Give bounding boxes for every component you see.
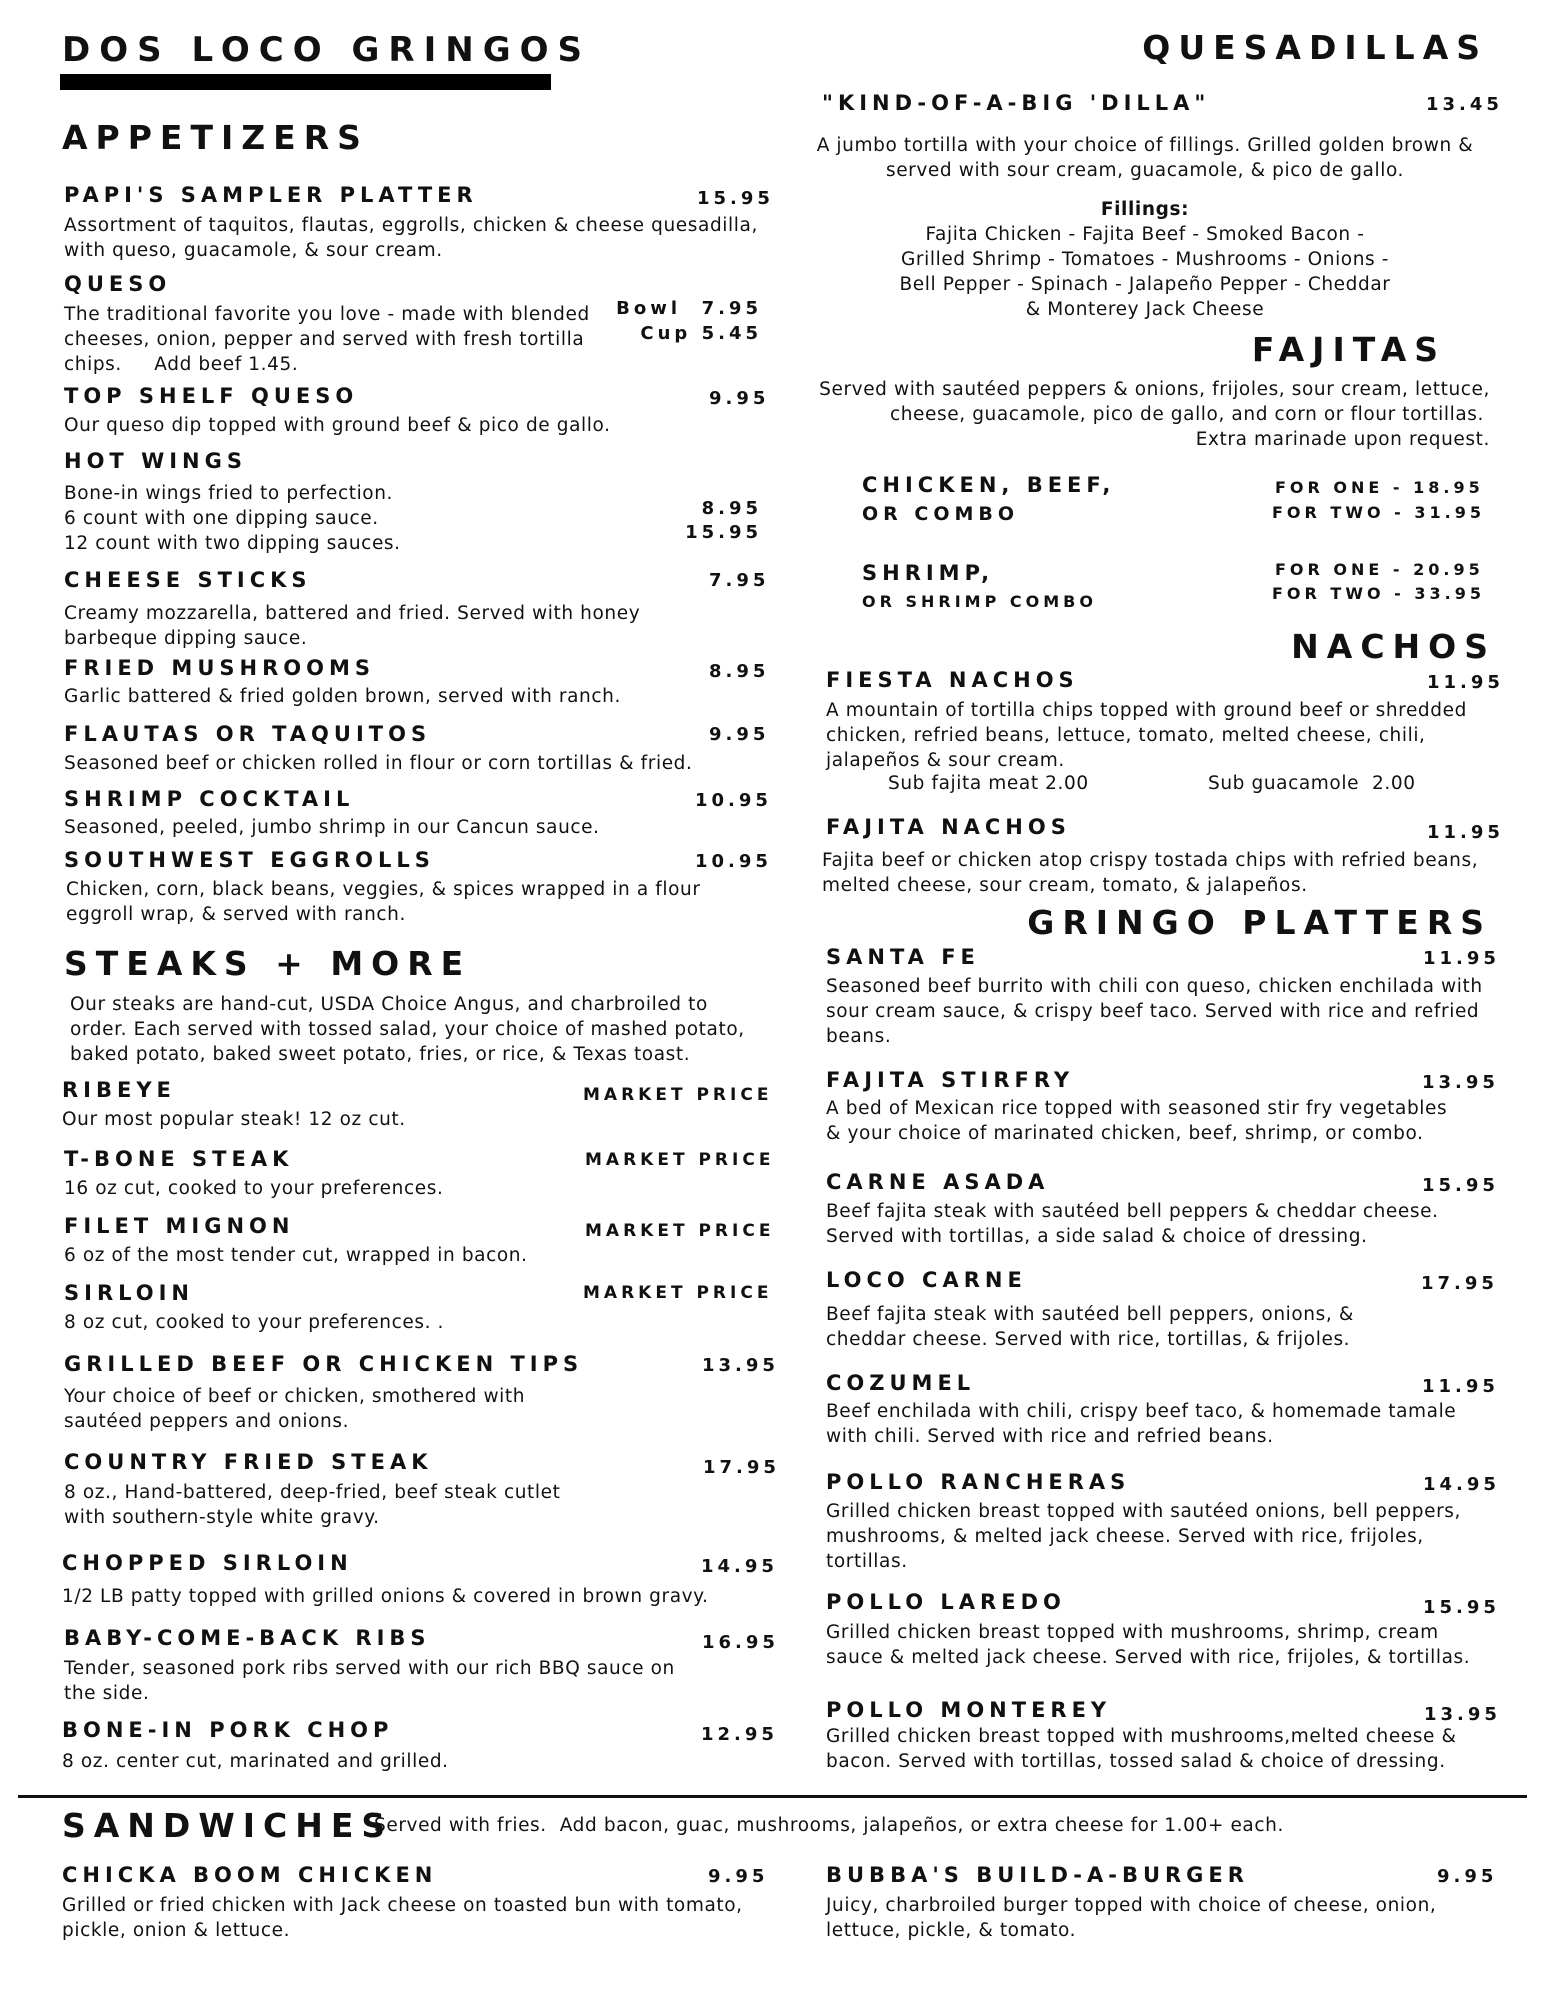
item-name: "KIND-OF-A-BIG 'DILLA" (822, 91, 1211, 115)
platters-heading: GRINGO PLATTERS (1027, 903, 1492, 942)
fajita-option-name: OR SHRIMP COMBO (862, 592, 1097, 611)
item-desc: Grilled chicken breast topped with sautéed onions, bell peppers, (826, 1501, 1462, 1522)
fajitas-desc: cheese, guacamole, pico de gallo, and corn or flour tortillas. (889, 404, 1484, 425)
item-price: MARKET PRICE (585, 1221, 775, 1241)
item-name: TOP SHELF QUESO (64, 384, 359, 408)
item-name: POLLO MONTEREY (826, 1698, 1112, 1722)
item-price: 14.95 (701, 1556, 778, 1577)
sandwiches-note: Served with fries. Add bacon, guac, mushrooms, jalapeños, or extra cheese for 1.00+ each. (374, 1815, 1284, 1836)
item-desc: served with sour cream, guacamole, & pico de gallo. (885, 160, 1405, 181)
item-desc: cheeses, onion, pepper and served with fresh tortilla (64, 329, 585, 350)
item-desc: 8 oz cut, cooked to your preferences. . (64, 1312, 445, 1333)
item-name: GRILLED BEEF OR CHICKEN TIPS (64, 1352, 584, 1376)
item-desc: The traditional favorite you love - made with blended (64, 304, 590, 325)
item-price: 8.95 (709, 661, 770, 682)
item-name: COZUMEL (826, 1371, 976, 1395)
item-price: MARKET PRICE (585, 1150, 775, 1170)
item-price: 9.95 (709, 724, 770, 745)
item-desc: the side. (64, 1683, 150, 1704)
item-price: 15.95 (697, 188, 774, 209)
item-price: 15.95 (1422, 1175, 1499, 1196)
item-name: FAJITA NACHOS (826, 815, 1071, 839)
item-desc: Juicy, charbroiled burger topped with choice of cheese, onion, (826, 1895, 1437, 1916)
item-desc: Seasoned beef burrito with chili con queso, chicken enchilada with (826, 976, 1483, 997)
fajita-option-price: FOR TWO - 31.95 (1272, 503, 1485, 522)
item-desc: chicken, refried beans, lettuce, tomato, melted cheese, chili, (826, 725, 1426, 746)
item-desc: Tender, seasoned pork ribs served with our rich BBQ sauce on (64, 1658, 675, 1679)
item-desc: Our most popular steak! 12 oz cut. (62, 1109, 406, 1130)
quesadillas-heading: QUESADILLAS (1142, 28, 1488, 67)
item-price: 11.95 (1427, 672, 1504, 693)
item-desc: barbeque dipping sauce. (64, 628, 308, 649)
item-desc: A jumbo tortilla with your choice of fillings. Grilled golden brown & (816, 135, 1474, 156)
item-desc: 1/2 LB patty topped with grilled onions & covered in brown gravy. (62, 1586, 709, 1607)
item-desc: with chili. Served with rice and refried beans. (826, 1426, 1274, 1447)
nachos-sub-option: Sub fajita meat 2.00 (888, 773, 1089, 794)
item-price: 9.95 (708, 1866, 769, 1887)
item-desc: cheddar cheese. Served with rice, tortillas, & frijoles. (826, 1329, 1351, 1350)
item-desc: Your choice of beef or chicken, smothered with (64, 1386, 526, 1407)
item-price: MARKET PRICE (583, 1283, 773, 1303)
item-price: 13.95 (1422, 1072, 1499, 1093)
fillings-list: & Monterey Jack Cheese (1025, 299, 1265, 320)
fajita-option-price: FOR ONE - 18.95 (1275, 478, 1484, 497)
item-desc: Creamy mozzarella, battered and fried. Served with honey (64, 603, 641, 624)
fajita-option-price: FOR ONE - 20.95 (1275, 560, 1484, 579)
fajitas-desc: Served with sautéed peppers & onions, frijoles, sour cream, lettuce, (819, 379, 1490, 400)
fillings-label: Fillings: (1100, 199, 1190, 220)
item-name: POLLO RANCHERAS (826, 1470, 1131, 1494)
item-price: 13.95 (702, 1355, 779, 1376)
item-name: FAJITA STIRFRY (826, 1068, 1075, 1092)
item-desc: 12 count with two dipping sauces. (64, 533, 401, 554)
nachos-sub-option: Sub guacamole 2.00 (1208, 773, 1416, 794)
item-desc: lettuce, pickle, & tomato. (826, 1920, 1077, 1941)
item-desc: & your choice of marinated chicken, beef, shrimp, or combo. (826, 1123, 1424, 1144)
item-desc: jalapeños & sour cream. (826, 750, 1065, 771)
item-price: 16.95 (702, 1632, 779, 1653)
item-name: CHOPPED SIRLOIN (62, 1551, 353, 1575)
item-name: FLAUTAS OR TAQUITOS (64, 722, 432, 746)
item-name: COUNTRY FRIED STEAK (64, 1450, 433, 1474)
item-desc: sour cream sauce, & crispy beef taco. Served with rice and refried (826, 1001, 1480, 1022)
item-price: 11.95 (1427, 822, 1504, 843)
item-desc: sauce & melted jack cheese. Served with rice, frijoles, & tortillas. (826, 1647, 1471, 1668)
item-desc: Our queso dip topped with ground beef & pico de gallo. (64, 415, 611, 436)
item-name: POLLO LAREDO (826, 1590, 1066, 1614)
steaks-heading: STEAKS + MORE (64, 944, 472, 983)
fajita-option-price: FOR TWO - 33.95 (1272, 584, 1485, 603)
item-price: 17.95 (1421, 1273, 1498, 1294)
fajitas-heading: FAJITAS (1251, 330, 1446, 369)
item-name: FILET MIGNON (64, 1214, 295, 1238)
fillings-list: Bell Pepper - Spinach - Jalapeño Pepper - Cheddar (899, 274, 1391, 295)
item-name: FRIED MUSHROOMS (64, 656, 375, 680)
item-desc: 16 oz cut, cooked to your preferences. (64, 1178, 444, 1199)
item-price: 11.95 (1423, 948, 1500, 969)
item-desc: melted cheese, sour cream, tomato, & jalapeños. (822, 875, 1308, 896)
item-name: RIBEYE (62, 1078, 176, 1102)
item-price: 12.95 (701, 1724, 778, 1745)
item-desc: Seasoned beef or chicken rolled in flour or corn tortillas & fried. (64, 753, 693, 774)
item-name: QUESO (64, 272, 172, 296)
item-name: LOCO CARNE (826, 1268, 1027, 1292)
item-name: SIRLOIN (64, 1281, 194, 1305)
fajitas-desc: Extra marinade upon request. (1195, 429, 1490, 450)
item-price: Bowl 7.95 (616, 298, 762, 319)
fajita-option-name: SHRIMP, (862, 561, 995, 585)
steaks-intro: Our steaks are hand-cut, USDA Choice Angus, and charbroiled to (70, 994, 708, 1015)
item-desc: 8 oz. center cut, marinated and grilled. (62, 1751, 449, 1772)
item-desc: with queso, guacamole, & sour cream. (64, 240, 443, 261)
item-desc: Chicken, corn, black beans, veggies, & spices wrapped in a flour (66, 879, 701, 900)
appetizers-heading: APPETIZERS (62, 118, 369, 157)
item-price: MARKET PRICE (583, 1085, 773, 1105)
fajita-option-name: OR COMBO (862, 503, 1020, 525)
item-desc: tortillas. (826, 1551, 908, 1572)
item-price: 11.95 (1422, 1376, 1499, 1397)
steaks-intro: order. Each served with tossed salad, your choice of mashed potato, (70, 1019, 745, 1040)
fajita-option-name: CHICKEN, BEEF, (862, 473, 1116, 497)
item-desc: pickle, onion & lettuce. (62, 1920, 291, 1941)
item-desc: 8 oz., Hand-battered, deep-fried, beef steak cutlet (64, 1482, 561, 1503)
item-desc: beans. (826, 1026, 892, 1047)
steaks-intro: baked potato, baked sweet potato, fries, or rice, & Texas toast. (70, 1044, 691, 1065)
section-divider (18, 1795, 1527, 1798)
item-name: CHEESE STICKS (64, 568, 312, 592)
fillings-list: Fajita Chicken - Fajita Beef - Smoked Bacon - (925, 224, 1365, 245)
item-price: 14.95 (1423, 1474, 1500, 1495)
item-desc: mushrooms, & melted jack cheese. Served with rice, frijoles, (826, 1526, 1424, 1547)
sandwiches-heading: SANDWICHES (62, 1806, 394, 1845)
restaurant-name: DOS LOCO GRINGOS (62, 30, 591, 70)
item-desc: eggroll wrap, & served with ranch. (66, 904, 406, 925)
item-name: BONE-IN PORK CHOP (62, 1718, 394, 1742)
item-desc: Fajita beef or chicken atop crispy tostada chips with refried beans, (822, 850, 1479, 871)
item-price: 7.95 (709, 570, 770, 591)
brand-underline (60, 74, 551, 90)
item-name: CHICKA BOOM CHICKEN (62, 1863, 438, 1887)
item-name: HOT WINGS (64, 449, 247, 473)
item-desc: Served with tortillas, a side salad & choice of dressing. (826, 1226, 1368, 1247)
item-name: BUBBA'S BUILD-A-BURGER (826, 1863, 1249, 1887)
item-desc: bacon. Served with tortillas, tossed salad & choice of dressing. (826, 1751, 1446, 1772)
item-name: FIESTA NACHOS (826, 668, 1079, 692)
nachos-heading: NACHOS (1291, 627, 1496, 666)
item-price: 9.95 (709, 388, 770, 409)
item-price: 9.95 (1437, 1866, 1498, 1887)
item-price: 15.95 (685, 522, 762, 543)
item-desc: with southern-style white gravy. (64, 1507, 380, 1528)
item-desc: A bed of Mexican rice topped with seasoned stir fry vegetables (826, 1098, 1448, 1119)
item-desc: Seasoned, peeled, jumbo shrimp in our Cancun sauce. (64, 817, 600, 838)
item-name: SOUTHWEST EGGROLLS (64, 848, 435, 872)
item-desc: 6 oz of the most tender cut, wrapped in bacon. (64, 1245, 528, 1266)
item-desc: chips. Add beef 1.45. (64, 354, 299, 375)
item-name: SANTA FE (826, 945, 980, 969)
item-name: CARNE ASADA (826, 1170, 1050, 1194)
item-desc: Grilled chicken breast topped with mushrooms, shrimp, cream (826, 1622, 1439, 1643)
item-desc: Assortment of taquitos, flautas, eggrolls, chicken & cheese quesadilla, (64, 215, 758, 236)
item-price: 10.95 (695, 851, 772, 872)
item-desc: Grilled chicken breast topped with mushrooms,melted cheese & (826, 1726, 1457, 1747)
item-desc: Beef fajita steak with sautéed bell peppers, onions, & (826, 1304, 1354, 1325)
item-desc: Grilled or fried chicken with Jack cheese on toasted bun with tomato, (62, 1895, 743, 1916)
item-price: 17.95 (703, 1457, 780, 1478)
item-price: Cup 5.45 (640, 323, 762, 344)
item-desc: sautéed peppers and onions. (64, 1411, 350, 1432)
item-desc: Garlic battered & fried golden brown, served with ranch. (64, 686, 621, 707)
item-desc: 6 count with one dipping sauce. (64, 508, 379, 529)
item-name: PAPI'S SAMPLER PLATTER (64, 183, 478, 207)
item-price: 8.95 (701, 498, 762, 519)
item-price: 10.95 (695, 790, 772, 811)
item-price: 13.45 (1426, 94, 1503, 115)
item-name: BABY-COME-BACK RIBS (64, 1626, 431, 1650)
fillings-list: Grilled Shrimp - Tomatoes - Mushrooms - Onions - (900, 249, 1390, 270)
item-desc: A mountain of tortilla chips topped with ground beef or shredded (826, 700, 1467, 721)
item-desc: Beef fajita steak with sautéed bell peppers & cheddar cheese. (826, 1201, 1439, 1222)
item-desc: Bone-in wings fried to perfection. (64, 483, 394, 504)
item-name: T-BONE STEAK (64, 1147, 294, 1171)
item-name: SHRIMP COCKTAIL (64, 787, 355, 811)
item-desc: Beef enchilada with chili, crispy beef taco, & homemade tamale (826, 1401, 1457, 1422)
item-price: 13.95 (1424, 1704, 1501, 1725)
item-price: 15.95 (1423, 1597, 1500, 1618)
